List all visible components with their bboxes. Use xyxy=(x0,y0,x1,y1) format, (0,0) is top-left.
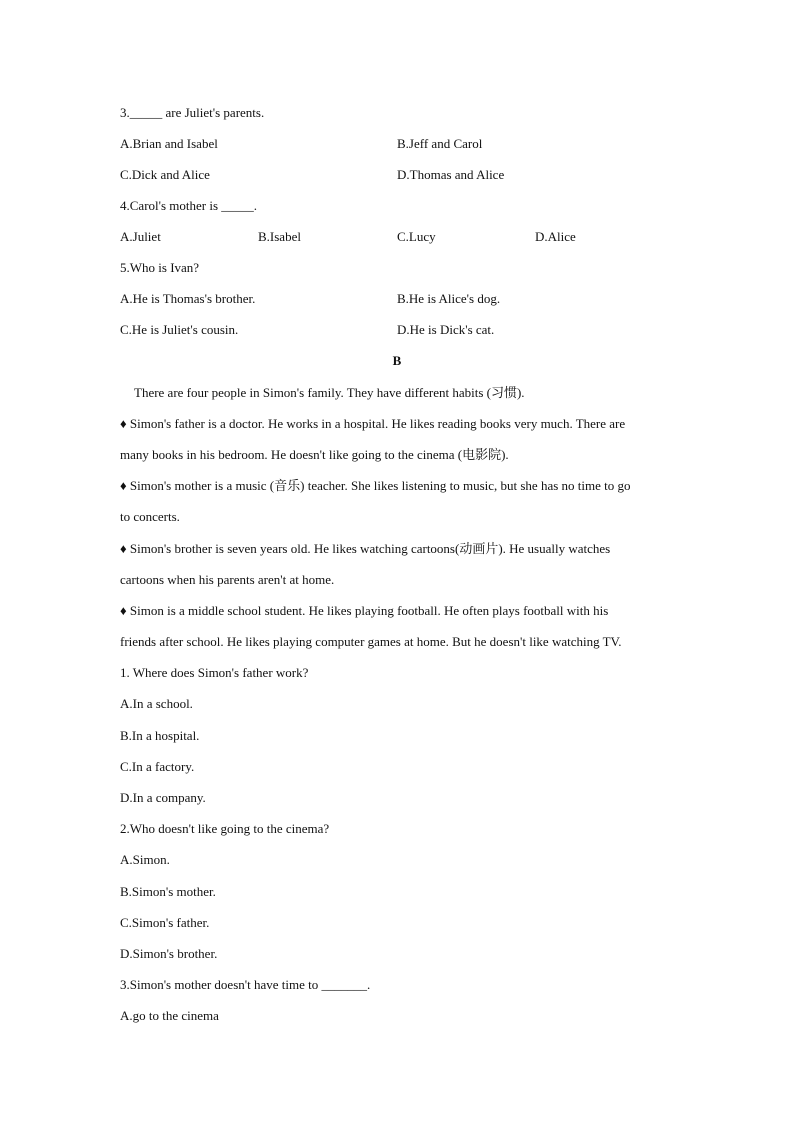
passage-bullet-father-line2: many books in his bedroom. He doesn't like going to the cinema (电影院). xyxy=(120,447,509,462)
section-b-heading: B xyxy=(392,353,402,368)
passage-bullet-simon-line1: ♦ Simon is a middle school student. He likes playing football. He often plays football with his xyxy=(120,603,609,618)
b-question-2-option-a: A.Simon. xyxy=(120,852,170,867)
passage-bullet-brother-line1: ♦ Simon's brother is seven years old. He likes watching cartoons(动画片). He usually watches xyxy=(120,541,611,556)
question-4-option-c: C.Lucy xyxy=(397,229,436,244)
question-4-option-d: D.Alice xyxy=(535,229,576,244)
question-5-option-d: D.He is Dick's cat. xyxy=(397,322,495,337)
b-question-1-option-d: D.In a company. xyxy=(120,790,206,805)
question-3-stem: 3._____ are Juliet's parents. xyxy=(120,105,265,120)
b-question-1-option-c: C.In a factory. xyxy=(120,759,195,774)
question-5-option-a: A.He is Thomas's brother. xyxy=(120,291,256,306)
b-question-1-option-b: B.In a hospital. xyxy=(120,728,200,743)
passage-bullet-father-line1: ♦ Simon's father is a doctor. He works in a hospital. He likes reading books very much. There are xyxy=(120,416,626,431)
b-question-2-option-c: C.Simon's father. xyxy=(120,915,210,930)
b-question-1-stem: 1. Where does Simon's father work? xyxy=(120,665,309,680)
passage-bullet-simon-line2: friends after school. He likes playing computer games at home. But he doesn't like watching TV. xyxy=(120,634,622,649)
passage-bullet-mother-line1: ♦ Simon's mother is a music (音乐) teacher. She likes listening to music, but she has no time to go xyxy=(120,478,631,493)
passage-intro: There are four people in Simon's family. They have different habits (习惯). xyxy=(134,385,525,400)
question-5-option-b: B.He is Alice's dog. xyxy=(397,291,501,306)
b-question-2-option-d: D.Simon's brother. xyxy=(120,946,218,961)
b-question-2-stem: 2.Who doesn't like going to the cinema? xyxy=(120,821,330,836)
question-4-option-b: B.Isabel xyxy=(258,229,301,244)
b-question-3-option-a: A.go to the cinema xyxy=(120,1008,219,1023)
question-3-option-c: C.Dick and Alice xyxy=(120,167,210,182)
question-4-stem: 4.Carol's mother is _____. xyxy=(120,198,258,213)
question-3-option-a: A.Brian and Isabel xyxy=(120,136,218,151)
question-5-option-c: C.He is Juliet's cousin. xyxy=(120,322,239,337)
question-3-option-b: B.Jeff and Carol xyxy=(397,136,483,151)
question-3-option-d: D.Thomas and Alice xyxy=(397,167,505,182)
b-question-2-option-b: B.Simon's mother. xyxy=(120,884,216,899)
b-question-3-stem: 3.Simon's mother doesn't have time to _______. xyxy=(120,977,371,992)
passage-bullet-brother-line2: cartoons when his parents aren't at home. xyxy=(120,572,335,587)
question-4-option-a: A.Juliet xyxy=(120,229,161,244)
question-5-stem: 5.Who is Ivan? xyxy=(120,260,200,275)
passage-bullet-mother-line2: to concerts. xyxy=(120,509,180,524)
b-question-1-option-a: A.In a school. xyxy=(120,696,193,711)
